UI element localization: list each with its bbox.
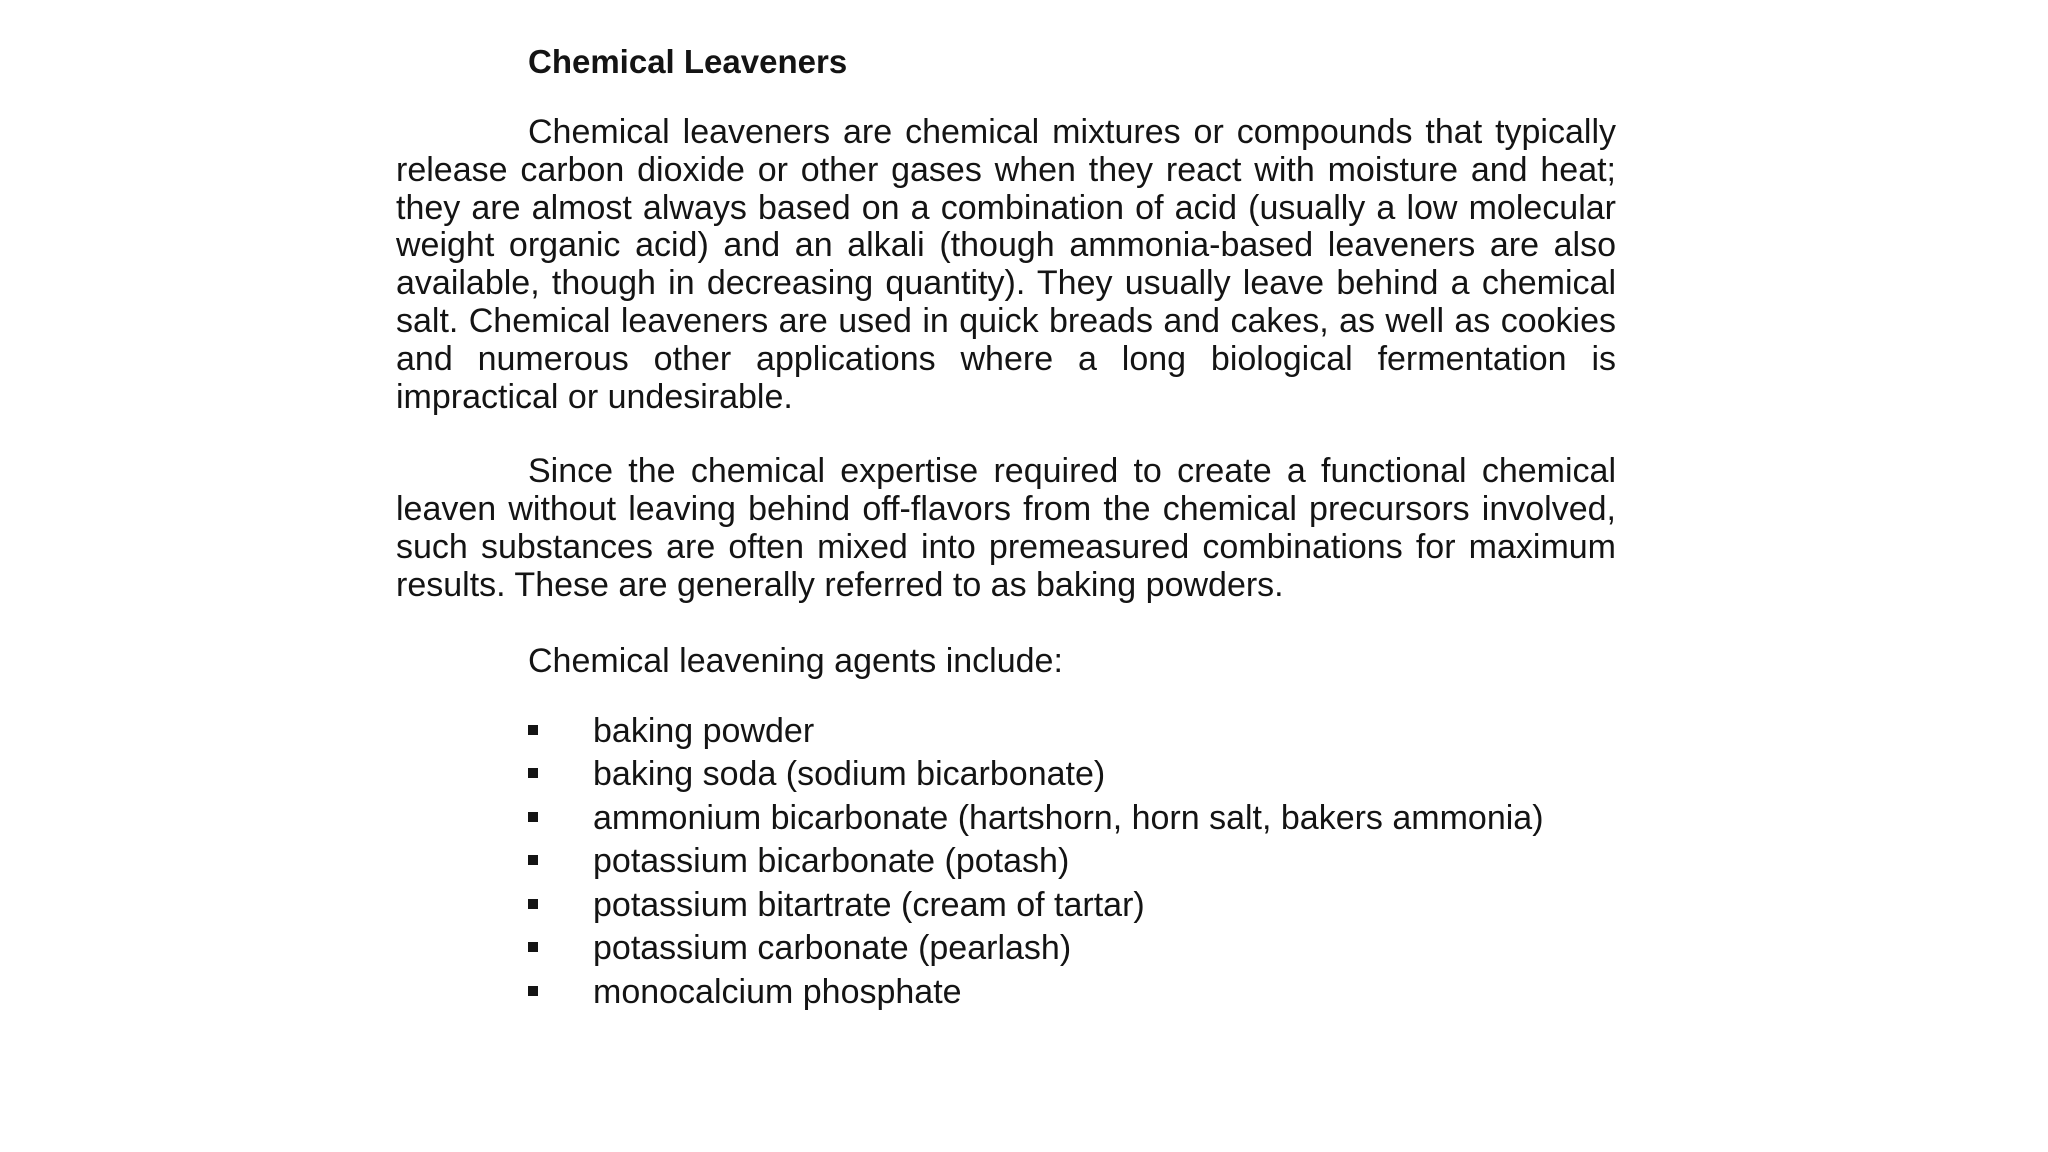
leavening-agents-list	[528, 713, 1616, 1011]
square-bullet-icon	[528, 899, 538, 909]
document-page	[396, 40, 1616, 1017]
list-item	[528, 887, 1616, 924]
list-item-text: ammonium bicarbonate (hartshorn, horn salt, bakers ammonia)	[593, 798, 1544, 837]
list-item-text: potassium bitartrate (cream of tartar)	[593, 885, 1145, 924]
list-item-text: baking soda (sodium bicarbonate)	[593, 755, 1106, 794]
list-item	[528, 800, 1616, 837]
square-bullet-icon	[528, 942, 538, 952]
square-bullet-icon	[528, 725, 538, 735]
paragraph-baking-powders: Since the chemical expertise required to create a functional chemical leaven without leaving behind off-flavors from the chemical precursors involved, such substances are often mixed into premeasured combinations for maximum results. These are generally referred to as baking powders.	[396, 452, 1616, 604]
list-item	[528, 930, 1616, 967]
square-bullet-icon	[528, 986, 538, 996]
list-item-text: potassium carbonate (pearlash)	[593, 929, 1072, 968]
list-item	[528, 843, 1616, 880]
document-title: Chemical Leaveners	[528, 43, 848, 80]
list-item-text: baking powder	[593, 711, 815, 750]
list-item	[528, 974, 1616, 1011]
square-bullet-icon	[528, 855, 538, 865]
list-item-text: monocalcium phosphate	[593, 972, 962, 1011]
paragraph-chemical-leaveners: Chemical leaveners are chemical mixtures or compounds that typically release carbon dioxide or other gases when they react with moisture and heat; they are almost always based on a combination of acid (usually a low molecular weight organic acid) and an alkali (though ammonia-based leaveners are also available, though in decreasing quantity). They usually leave behind a chemical salt. Chemical leaveners are used in quick breads and cakes, as well as cookies and numerous other applications where a long biological fermentation is impractical or undesirable.	[396, 113, 1616, 416]
list-item-text: potassium bicarbonate (potash)	[593, 842, 1070, 881]
square-bullet-icon	[528, 812, 538, 822]
list-intro: Chemical leavening agents include:	[528, 641, 1063, 680]
list-item	[528, 756, 1616, 793]
square-bullet-icon	[528, 768, 538, 778]
list-item	[528, 713, 1616, 750]
